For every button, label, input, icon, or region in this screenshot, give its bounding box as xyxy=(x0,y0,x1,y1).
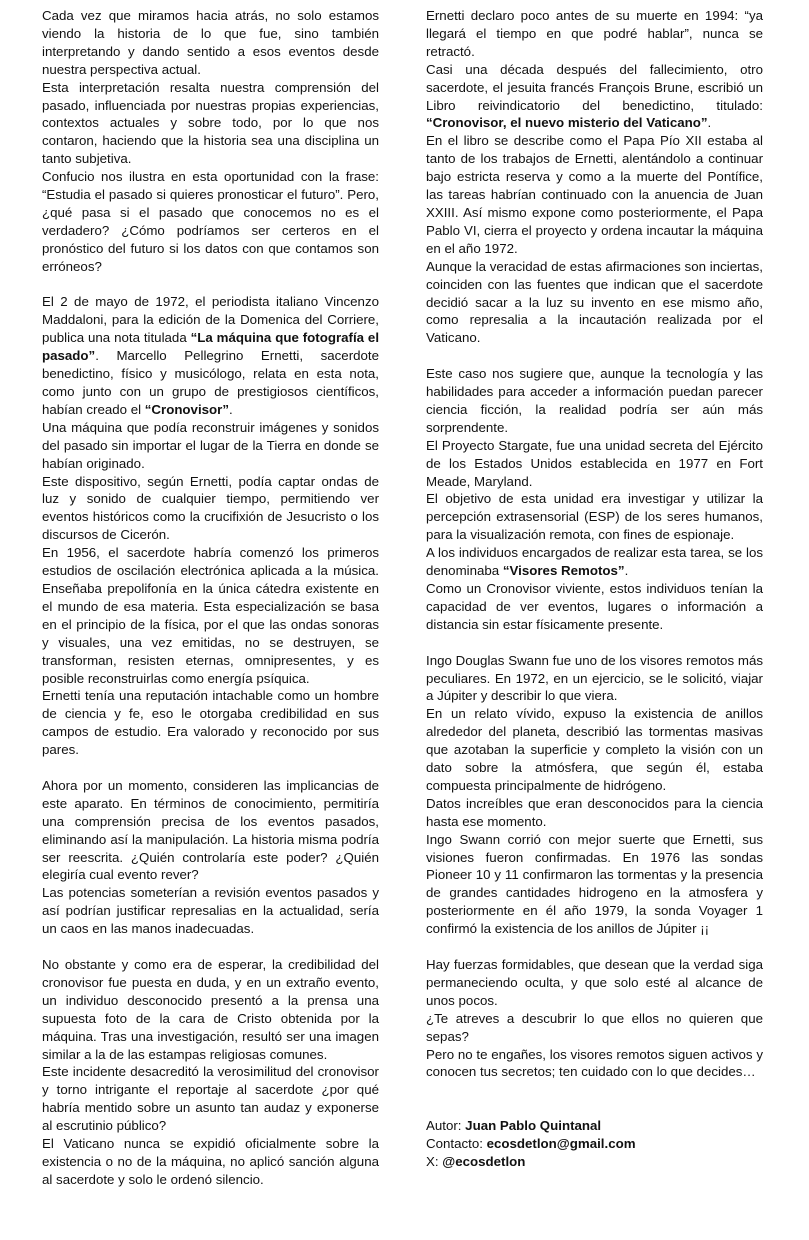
text-run: Ingo Swann corrió con mejor suerte que Ernetti, sus visiones fueron confirmadas. En 1976 las sondas Pioneer 10 y 11 confirmaron las tormentas y la presencia de grandes cantidades hidrogeno en la atmosfera y posteriormente en él año 1979, la sonda Voyager 1 confirmó la existencia de los anillos de Júpiter ¡¡ xyxy=(426,831,763,937)
paragraph xyxy=(42,293,379,418)
right-column xyxy=(426,7,763,1171)
text-run: Como un Cronovisor viviente, estos individuos tenían la capacidad de ver eventos, lugares o información a distancia sin estar físicamente presente. xyxy=(426,580,763,632)
x-handle[interactable]: @ecosdetlon xyxy=(442,1154,526,1170)
x-label: X: xyxy=(426,1154,443,1170)
paragraph xyxy=(426,258,763,348)
text-run: El objetivo de esta unidad era investigar y utilizar la percepción extrasensorial (ESP) de los seres humanos, para la visualización remota, con fines de espionaje. xyxy=(426,491,763,543)
paragraph xyxy=(426,652,763,706)
paragraph xyxy=(42,79,379,169)
text-run: El 2 de mayo de 1972, el periodista italiano Vincenzo Maddaloni, para la edición de la Domenica del Corriere, publica una nota titulada xyxy=(42,294,379,346)
text-run: . xyxy=(624,563,629,579)
text-run: En el libro se describe como el Papa Pío XII estaba al tanto de los trabajos de Ernetti, alentándolo a continuar bajo estricta reserva y como a la muerte del Pontífice, las tareas habrían continuado con la anuencia de Juan XXIII. Así mismo expone como posteriormente, el Papa Pablo VI, cierra el proyecto y ordena incautar la máquina en el año 1972. xyxy=(426,133,763,256)
paragraph xyxy=(426,705,763,795)
text-run: Aunque la veracidad de estas afirmaciones son inciertas, coinciden con las fuentes que indican que el sacerdote decidió sacar a la luz su invento en ese mismo año, como represalia a la incautación realizada por el Vaticano. xyxy=(426,258,763,346)
x-handle-line xyxy=(426,1153,763,1171)
paragraph xyxy=(426,7,763,61)
paragraph xyxy=(42,168,379,275)
text-run: Este caso nos sugiere que, aunque la tecnología y las habilidades para acceder a información puedan parecer ciencia ficción, la realidad podría ser aún más sorprendente. xyxy=(426,366,763,435)
text-run: No obstante y como era de esperar, la credibilidad del cronovisor fue puesta en duda, y en un extraño evento, un individuo desconocido presentó a la prensa una supuesta foto de la cara de Cristo obtenida por la máquina. Tras una investigación, resultó ser una imagen similar a la de las estampas religiosas comunes. xyxy=(42,956,379,1062)
paragraph xyxy=(426,831,763,938)
left-column xyxy=(42,7,379,1189)
text-run: En un relato vívido, expuso la existencia de anillos alrededor del planeta, describió las tormentas masivas que azotaban la superficie y completo la visión con un dato sobre la atmósfera, que según él, estaba compuesta principalmente de hidrógeno. xyxy=(426,706,763,793)
contact-line xyxy=(426,1135,763,1153)
text-run: El Vaticano nunca se expidió oficialmente sobre la existencia o no de la máquina, no aplicó sanción alguna al sacerdote y solo le ordenó silencio. xyxy=(42,1136,379,1187)
bold-text: “Visores Remotos” xyxy=(502,563,625,579)
text-run: Casi una década después del fallecimiento, otro sacerdote, el jesuita francés François Brune, escribió un Libro reivindicatorio del benedictino, titulado: xyxy=(426,61,763,113)
author-byline xyxy=(426,1117,763,1171)
text-run: Cada vez que miramos hacia atrás, no solo estamos viendo la historia de lo que fue, sino también interpretando y dando sentido a esos eventos desde nuestra perspectiva actual. xyxy=(42,8,379,77)
paragraph xyxy=(426,1010,763,1046)
paragraph xyxy=(42,884,379,938)
paragraph xyxy=(42,777,379,884)
text-run: Ahora por un momento, consideren las implicancias de este aparato. En términos de conocimiento, permitiría una comprensión precisa de los eventos pasados, eliminando así la manipulación. La historia misma podría ser reescrita. ¿Quién controlaría este poder? ¿Quién elegiría cual evento rever? xyxy=(42,777,379,883)
paragraph xyxy=(426,580,763,634)
paragraph xyxy=(426,544,763,580)
paragraph xyxy=(426,437,763,491)
paragraph xyxy=(426,490,763,544)
paragraph xyxy=(42,7,379,79)
author-line xyxy=(426,1117,763,1135)
text-run: Ernetti tenía una reputación intachable como un hombre de ciencia y fe, eso le otorgaba credibilidad en sus campos de estudio. Era valorado y reconocido por sus pares. xyxy=(42,688,379,758)
author-label: Autor: xyxy=(426,1118,466,1134)
text-run: Pero no te engañes, los visores remotos siguen activos y conocen tus secretos; ten cuidado con lo que decides… xyxy=(426,1046,763,1080)
contact-email[interactable]: ecosdetlon@gmail.com xyxy=(486,1136,636,1152)
paragraph xyxy=(42,956,379,1063)
text-run: Ingo Douglas Swann fue uno de los visores remotos más peculiares. En 1972, en un ejercicio, se le solicitó, viajar a Júpiter y describir lo que viera. xyxy=(426,652,763,704)
text-run: A los individuos encargados de realizar esta tarea, se los denominaba xyxy=(426,545,763,579)
right-column-paragraphs xyxy=(426,7,763,1081)
bold-text: “Cronovisor, el nuevo misterio del Vaticano” xyxy=(426,115,708,131)
bold-text: “Cronovisor” xyxy=(144,401,229,417)
text-run: En 1956, el sacerdote habría comenzó los primeros estudios de oscilación electrónica aplicada a la música. Enseñaba prepolifonía en la única cátedra existente en el mundo de esa materia. Esta especialización se basa en el principio de la física, por el que las ondas sonoras y visuales, una vez emitidas, no se destruyen, se transforman, resisten eternas, omnipresentes, y es posible reconstruirlas como energía psíquica. xyxy=(42,545,379,686)
paragraph xyxy=(42,687,379,759)
text-run: Una máquina que podía reconstruir imágenes y sonidos del pasado sin importar el lugar de la Tierra en donde se habían originado. xyxy=(42,419,379,471)
author-name: Juan Pablo Quintanal xyxy=(465,1118,602,1134)
paragraph xyxy=(42,544,379,687)
text-run: . xyxy=(707,115,712,131)
text-run: Esta interpretación resalta nuestra comprensión del pasado, influenciada por nuestras propias experiencias, contextos actuales y sobre todo, por lo que nos contaron, haciendo que la historia sea una disciplina un tanto subjetiva. xyxy=(42,79,379,167)
text-run: ¿Te atreves a descubrir lo que ellos no quieren que sepas? xyxy=(426,1010,763,1044)
text-run: Las potencias someterían a revisión eventos pasados y así podrían justificar represalias en la actualidad, sería un caos en las manos inadecuadas. xyxy=(42,885,379,937)
text-run: El Proyecto Stargate, fue una unidad secreta del Ejército de los Estados Unidos establecida en 1977 en Fort Meade, Maryland. xyxy=(426,437,763,489)
bold-text: “La máquina que fotografía el pasado” xyxy=(42,330,380,364)
paragraph xyxy=(42,419,379,473)
paragraph xyxy=(42,473,379,545)
paragraph xyxy=(426,132,763,257)
text-run: . xyxy=(229,401,233,417)
contact-label: Contacto: xyxy=(426,1136,487,1152)
paragraph xyxy=(42,1135,379,1189)
paragraph xyxy=(426,365,763,437)
paragraph xyxy=(426,795,763,831)
text-run: Datos increíbles que eran desconocidos para la ciencia hasta ese momento. xyxy=(426,795,763,829)
paragraph xyxy=(42,1063,379,1135)
paragraph xyxy=(426,1046,763,1082)
paragraph xyxy=(426,61,763,133)
text-run: Este dispositivo, según Ernetti, podía captar ondas de luz y sonido de cualquier tiempo, permitiendo ver eventos históricos como la crucifixión de Jesucristo o los discursos de Cicerón. xyxy=(42,473,379,543)
text-run: Confucio nos ilustra en esta oportunidad con la frase: “Estudia el pasado si quieres pronosticar el futuro”. Pero, ¿qué pasa si el pasado que conocemos no es el verdadero? ¿Cómo podríamos ser certeros en el pronóstico del futuro si los datos con que contamos son erróneos? xyxy=(42,169,379,274)
text-run: Este incidente desacreditó la verosimilitud del cronovisor y torno intrigante el reportaje al sacerdote ¿por qué habría mentido sobre un asunto tan audaz y exponerse al escrutinio público? xyxy=(42,1064,379,1134)
paragraph xyxy=(426,956,763,1010)
text-run: Ernetti declaro poco antes de su muerte en 1994: “ya llegará el tiempo en que podré hablar”, nunca se retractó. xyxy=(426,8,763,59)
text-run: Hay fuerzas formidables, que desean que la verdad siga permaneciendo oculta, y que solo esté al alcance de unos pocos. xyxy=(426,956,763,1008)
text-run: . Marcello Pellegrino Ernetti, sacerdote benedictino, físico y musicólogo, relata en esta nota, como junto con un grupo de prestigiosos científicos, habían creado el xyxy=(42,348,379,417)
